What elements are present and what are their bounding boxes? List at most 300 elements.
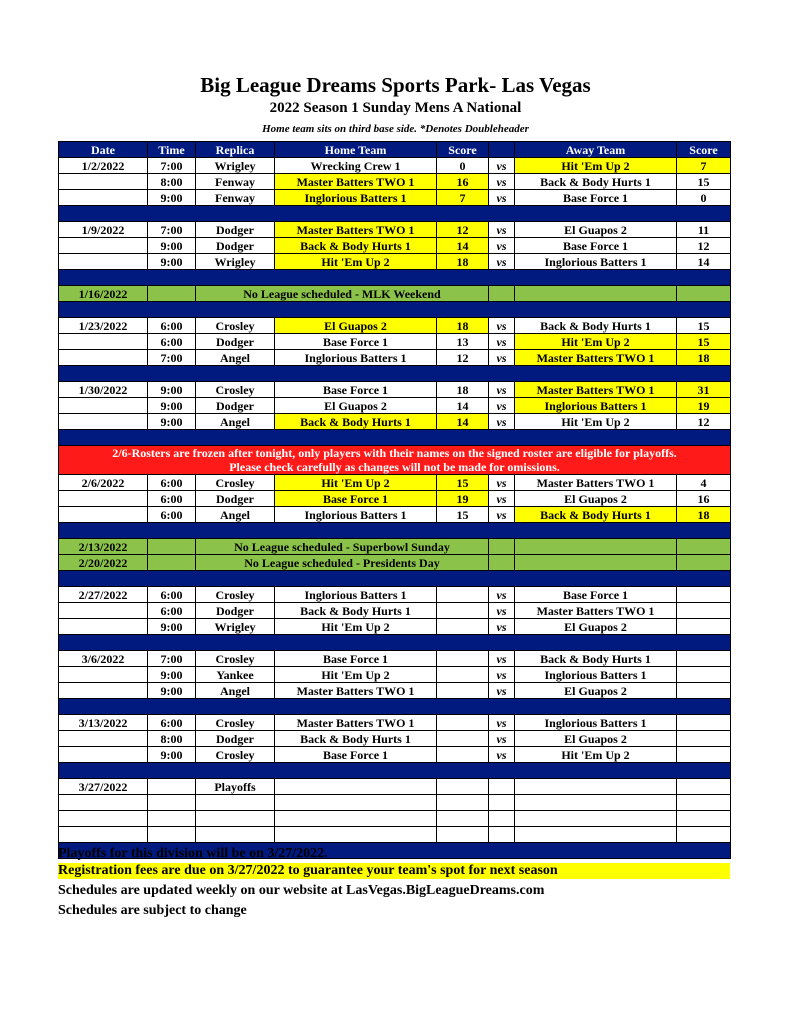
away-team: Hit 'Em Up 2 <box>515 747 677 763</box>
game-date <box>59 811 148 827</box>
game-date <box>59 827 148 843</box>
away-team: Master Batters TWO 1 <box>515 382 677 398</box>
change-note: Schedules are subject to change <box>58 903 247 918</box>
game-row <box>59 587 731 603</box>
game-date <box>59 731 148 747</box>
game-date: 3/27/2022 <box>59 779 148 795</box>
vs-label: vs <box>489 190 515 206</box>
home-team <box>275 779 437 795</box>
game-row <box>59 350 731 366</box>
game-field: Crosley <box>196 382 275 398</box>
home-score: 12 <box>437 222 489 238</box>
away-score: 31 <box>677 382 731 398</box>
vs-label <box>489 779 515 795</box>
game-time: 9:00 <box>148 747 196 763</box>
game-date <box>59 238 148 254</box>
home-team: Hit 'Em Up 2 <box>275 475 437 491</box>
away-score: 18 <box>677 507 731 523</box>
game-field: Wrigley <box>196 619 275 635</box>
vs-label: vs <box>489 603 515 619</box>
home-team: Inglorious Batters 1 <box>275 190 437 206</box>
separator-row <box>59 302 731 318</box>
game-row <box>59 190 731 206</box>
away-score <box>677 779 731 795</box>
game-date <box>59 619 148 635</box>
home-team: Inglorious Batters 1 <box>275 350 437 366</box>
home-score <box>437 651 489 667</box>
vs-label: vs <box>489 414 515 430</box>
home-team <box>275 795 437 811</box>
game-time: 6:00 <box>148 715 196 731</box>
home-team: Inglorious Batters 1 <box>275 587 437 603</box>
home-score: 14 <box>437 238 489 254</box>
game-row <box>59 174 731 190</box>
page-title: Big League Dreams Sports Park- Las Vegas <box>200 73 591 97</box>
header-row <box>59 142 731 158</box>
game-row <box>59 475 731 491</box>
home-score <box>437 731 489 747</box>
away-score: 7 <box>677 158 731 174</box>
vs-label: vs <box>489 382 515 398</box>
game-time: 7:00 <box>148 158 196 174</box>
col-vs <box>489 142 515 158</box>
home-team: Base Force 1 <box>275 747 437 763</box>
home-team-note: Home team sits on third base side. *Denotes Doubleheader <box>262 123 529 135</box>
game-date: 3/6/2022 <box>59 651 148 667</box>
away-team: Master Batters TWO 1 <box>515 475 677 491</box>
home-score: 16 <box>437 174 489 190</box>
game-field: Dodger <box>196 398 275 414</box>
away-score: 18 <box>677 350 731 366</box>
vs-label <box>489 795 515 811</box>
game-field: Yankee <box>196 667 275 683</box>
vs-label: vs <box>489 334 515 350</box>
separator-cell <box>59 302 731 318</box>
game-time: 6:00 <box>148 603 196 619</box>
vs-label: vs <box>489 667 515 683</box>
game-row <box>59 222 731 238</box>
game-row <box>59 747 731 763</box>
home-team: Base Force 1 <box>275 491 437 507</box>
bye-empty <box>515 539 677 555</box>
game-time: 9:00 <box>148 190 196 206</box>
game-field: Angel <box>196 683 275 699</box>
game-field: Crosley <box>196 475 275 491</box>
separator-row <box>59 366 731 382</box>
away-score: 12 <box>677 414 731 430</box>
away-score <box>677 795 731 811</box>
separator-cell <box>59 523 731 539</box>
game-field: Wrigley <box>196 158 275 174</box>
home-score: 18 <box>437 382 489 398</box>
away-score: 15 <box>677 318 731 334</box>
vs-label: vs <box>489 683 515 699</box>
game-date <box>59 683 148 699</box>
home-team: El Guapos 2 <box>275 318 437 334</box>
away-team <box>515 811 677 827</box>
bye-date: 2/13/2022 <box>59 539 148 555</box>
away-score <box>677 715 731 731</box>
vs-label <box>489 811 515 827</box>
away-team: Hit 'Em Up 2 <box>515 158 677 174</box>
away-team: El Guapos 2 <box>515 491 677 507</box>
away-team: Base Force 1 <box>515 587 677 603</box>
game-field <box>196 795 275 811</box>
game-time: 6:00 <box>148 587 196 603</box>
game-field: Angel <box>196 414 275 430</box>
game-date <box>59 190 148 206</box>
game-field: Angel <box>196 350 275 366</box>
game-field: Dodger <box>196 603 275 619</box>
bye-week-row <box>59 555 731 571</box>
home-score: 18 <box>437 254 489 270</box>
game-row <box>59 254 731 270</box>
game-row <box>59 507 731 523</box>
bye-message: No League scheduled - MLK Weekend <box>196 286 489 302</box>
home-team: Hit 'Em Up 2 <box>275 254 437 270</box>
home-team: Master Batters TWO 1 <box>275 715 437 731</box>
game-row <box>59 414 731 430</box>
vs-label: vs <box>489 651 515 667</box>
game-row <box>59 683 731 699</box>
home-team: Master Batters TWO 1 <box>275 683 437 699</box>
home-score: 15 <box>437 475 489 491</box>
game-time: 7:00 <box>148 651 196 667</box>
away-score: 0 <box>677 190 731 206</box>
game-date: 1/9/2022 <box>59 222 148 238</box>
game-field: Wrigley <box>196 254 275 270</box>
separator-row <box>59 270 731 286</box>
game-time <box>148 779 196 795</box>
game-time: 8:00 <box>148 174 196 190</box>
game-date <box>59 414 148 430</box>
game-date <box>59 667 148 683</box>
home-score <box>437 811 489 827</box>
home-score <box>437 827 489 843</box>
game-row <box>59 715 731 731</box>
game-field: Crosley <box>196 587 275 603</box>
home-team: Back & Body Hurts 1 <box>275 414 437 430</box>
vs-label: vs <box>489 747 515 763</box>
bye-empty <box>515 286 677 302</box>
away-team: Hit 'Em Up 2 <box>515 334 677 350</box>
game-date <box>59 747 148 763</box>
game-field: Crosley <box>196 747 275 763</box>
bye-empty <box>489 286 515 302</box>
game-time: 9:00 <box>148 238 196 254</box>
vs-label: vs <box>489 350 515 366</box>
separator-row <box>59 763 731 779</box>
game-field: Dodger <box>196 238 275 254</box>
away-team: Master Batters TWO 1 <box>515 350 677 366</box>
game-time <box>148 795 196 811</box>
game-field: Dodger <box>196 222 275 238</box>
separator-row <box>59 206 731 222</box>
vs-label: vs <box>489 238 515 254</box>
home-score: 7 <box>437 190 489 206</box>
away-score <box>677 603 731 619</box>
game-row <box>59 238 731 254</box>
home-score: 19 <box>437 491 489 507</box>
game-date: 1/30/2022 <box>59 382 148 398</box>
away-team <box>515 827 677 843</box>
bye-message: No League scheduled - Presidents Day <box>196 555 489 571</box>
separator-row <box>59 699 731 715</box>
vs-label: vs <box>489 475 515 491</box>
vs-label: vs <box>489 491 515 507</box>
home-team: Back & Body Hurts 1 <box>275 238 437 254</box>
game-time: 6:00 <box>148 318 196 334</box>
game-field: Dodger <box>196 491 275 507</box>
home-team: Back & Body Hurts 1 <box>275 603 437 619</box>
away-team: Back & Body Hurts 1 <box>515 507 677 523</box>
vs-label: vs <box>489 587 515 603</box>
away-team: Inglorious Batters 1 <box>515 715 677 731</box>
away-score <box>677 731 731 747</box>
col-home-team: Home Team <box>275 142 437 158</box>
roster-alert-line1: 2/6-Rosters are frozen after tonight, only players with their names on the signed roster are eligible for playoffs. <box>112 446 677 460</box>
bye-date: 1/16/2022 <box>59 286 148 302</box>
game-field <box>196 811 275 827</box>
away-team: El Guapos 2 <box>515 683 677 699</box>
home-score: 12 <box>437 350 489 366</box>
registration-note: Registration fees are due on 3/27/2022 to guarantee your team's spot for next season <box>58 863 730 879</box>
page-subtitle: 2022 Season 1 Sunday Mens A National <box>269 100 522 116</box>
separator-cell <box>59 270 731 286</box>
vs-label <box>489 827 515 843</box>
away-score <box>677 827 731 843</box>
away-score <box>677 619 731 635</box>
home-score: 14 <box>437 414 489 430</box>
game-time: 7:00 <box>148 350 196 366</box>
bye-empty <box>677 539 731 555</box>
away-team: Inglorious Batters 1 <box>515 667 677 683</box>
game-row <box>59 795 731 811</box>
separator-row <box>59 523 731 539</box>
away-team: Base Force 1 <box>515 238 677 254</box>
away-score: 12 <box>677 238 731 254</box>
bye-time <box>148 555 196 571</box>
game-date <box>59 795 148 811</box>
home-team: Base Force 1 <box>275 651 437 667</box>
home-team: Base Force 1 <box>275 334 437 350</box>
vs-label: vs <box>489 254 515 270</box>
roster-alert-row <box>59 446 731 475</box>
game-date: 1/2/2022 <box>59 158 148 174</box>
away-score: 14 <box>677 254 731 270</box>
game-field: Crosley <box>196 318 275 334</box>
schedule-body <box>59 158 731 859</box>
away-team: Back & Body Hurts 1 <box>515 651 677 667</box>
game-time: 9:00 <box>148 254 196 270</box>
bye-week-row <box>59 539 731 555</box>
home-score: 15 <box>437 507 489 523</box>
col-time: Time <box>148 142 196 158</box>
col-away-score: Score <box>677 142 731 158</box>
game-time: 8:00 <box>148 731 196 747</box>
bye-empty <box>677 286 731 302</box>
home-team: Inglorious Batters 1 <box>275 507 437 523</box>
away-team: Back & Body Hurts 1 <box>515 174 677 190</box>
separator-cell <box>59 366 731 382</box>
separator-cell <box>59 430 731 446</box>
game-field: Crosley <box>196 715 275 731</box>
game-row <box>59 491 731 507</box>
away-team: Base Force 1 <box>515 190 677 206</box>
separator-cell <box>59 635 731 651</box>
bye-empty <box>489 555 515 571</box>
away-score: 19 <box>677 398 731 414</box>
home-team: Base Force 1 <box>275 382 437 398</box>
away-team <box>515 779 677 795</box>
bye-message: No League scheduled - Superbowl Sunday <box>196 539 489 555</box>
bye-time <box>148 286 196 302</box>
separator-cell <box>59 206 731 222</box>
bye-week-row <box>59 286 731 302</box>
game-row <box>59 158 731 174</box>
game-row <box>59 334 731 350</box>
game-field <box>196 827 275 843</box>
vs-label: vs <box>489 318 515 334</box>
game-row <box>59 382 731 398</box>
away-score: 15 <box>677 334 731 350</box>
away-score: 16 <box>677 491 731 507</box>
game-time: 6:00 <box>148 491 196 507</box>
away-team: Inglorious Batters 1 <box>515 254 677 270</box>
bye-time <box>148 539 196 555</box>
home-score: 0 <box>437 158 489 174</box>
away-team: Back & Body Hurts 1 <box>515 318 677 334</box>
home-team: El Guapos 2 <box>275 398 437 414</box>
away-score <box>677 747 731 763</box>
game-field: Fenway <box>196 174 275 190</box>
home-team <box>275 811 437 827</box>
col-home-score: Score <box>437 142 489 158</box>
bye-date: 2/20/2022 <box>59 555 148 571</box>
separator-row <box>59 571 731 587</box>
separator-cell <box>59 571 731 587</box>
vs-label: vs <box>489 715 515 731</box>
vs-label: vs <box>489 731 515 747</box>
home-score <box>437 587 489 603</box>
away-score <box>677 651 731 667</box>
home-score <box>437 619 489 635</box>
game-time: 6:00 <box>148 334 196 350</box>
game-date <box>59 254 148 270</box>
game-date: 1/23/2022 <box>59 318 148 334</box>
game-field: Crosley <box>196 651 275 667</box>
roster-alert <box>59 446 731 475</box>
game-date <box>59 174 148 190</box>
home-team: Wrecking Crew 1 <box>275 158 437 174</box>
roster-alert-line2: Please check carefully as changes will not be made for omissions. <box>229 460 560 474</box>
away-team: El Guapos 2 <box>515 222 677 238</box>
bye-empty <box>677 555 731 571</box>
home-score <box>437 667 489 683</box>
game-field: Angel <box>196 507 275 523</box>
game-field: Dodger <box>196 731 275 747</box>
away-team <box>515 795 677 811</box>
game-row <box>59 651 731 667</box>
game-time: 9:00 <box>148 619 196 635</box>
away-score <box>677 811 731 827</box>
game-date <box>59 507 148 523</box>
away-team: El Guapos 2 <box>515 731 677 747</box>
playoffs-note: Playoffs for this division will be on 3/27/2022. <box>58 846 328 861</box>
game-date <box>59 334 148 350</box>
separator-row <box>59 430 731 446</box>
game-time <box>148 827 196 843</box>
away-team: Inglorious Batters 1 <box>515 398 677 414</box>
game-time: 9:00 <box>148 398 196 414</box>
home-team: Hit 'Em Up 2 <box>275 619 437 635</box>
game-field: Dodger <box>196 334 275 350</box>
game-row <box>59 398 731 414</box>
game-time <box>148 811 196 827</box>
home-score <box>437 683 489 699</box>
separator-cell <box>59 699 731 715</box>
game-date: 2/27/2022 <box>59 587 148 603</box>
home-team: Master Batters TWO 1 <box>275 174 437 190</box>
game-date <box>59 491 148 507</box>
home-score <box>437 747 489 763</box>
vs-label: vs <box>489 174 515 190</box>
game-time: 9:00 <box>148 683 196 699</box>
away-score: 4 <box>677 475 731 491</box>
home-team: Back & Body Hurts 1 <box>275 731 437 747</box>
game-row <box>59 318 731 334</box>
vs-label: vs <box>489 158 515 174</box>
home-score <box>437 715 489 731</box>
home-team: Master Batters TWO 1 <box>275 222 437 238</box>
away-score: 11 <box>677 222 731 238</box>
game-time: 9:00 <box>148 382 196 398</box>
separator-cell <box>59 763 731 779</box>
away-team: El Guapos 2 <box>515 619 677 635</box>
bye-empty <box>489 539 515 555</box>
home-score: 13 <box>437 334 489 350</box>
home-team <box>275 827 437 843</box>
away-team: Hit 'Em Up 2 <box>515 414 677 430</box>
away-score <box>677 587 731 603</box>
home-team: Hit 'Em Up 2 <box>275 667 437 683</box>
game-row <box>59 667 731 683</box>
schedule-table <box>58 141 731 859</box>
home-score <box>437 603 489 619</box>
game-time: 6:00 <box>148 475 196 491</box>
away-team: Master Batters TWO 1 <box>515 603 677 619</box>
col-date: Date <box>59 142 148 158</box>
game-time: 7:00 <box>148 222 196 238</box>
home-score <box>437 795 489 811</box>
home-score: 14 <box>437 398 489 414</box>
game-row <box>59 731 731 747</box>
game-row <box>59 779 731 795</box>
game-row <box>59 603 731 619</box>
game-date <box>59 350 148 366</box>
game-date <box>59 603 148 619</box>
bye-empty <box>515 555 677 571</box>
game-time: 9:00 <box>148 667 196 683</box>
home-score <box>437 779 489 795</box>
vs-label: vs <box>489 619 515 635</box>
game-field: Playoffs <box>196 779 275 795</box>
vs-label: vs <box>489 398 515 414</box>
game-date <box>59 398 148 414</box>
game-time: 6:00 <box>148 507 196 523</box>
website-note: Schedules are updated weekly on our website at LasVegas.BigLeagueDreams.com <box>58 883 545 898</box>
away-score <box>677 683 731 699</box>
